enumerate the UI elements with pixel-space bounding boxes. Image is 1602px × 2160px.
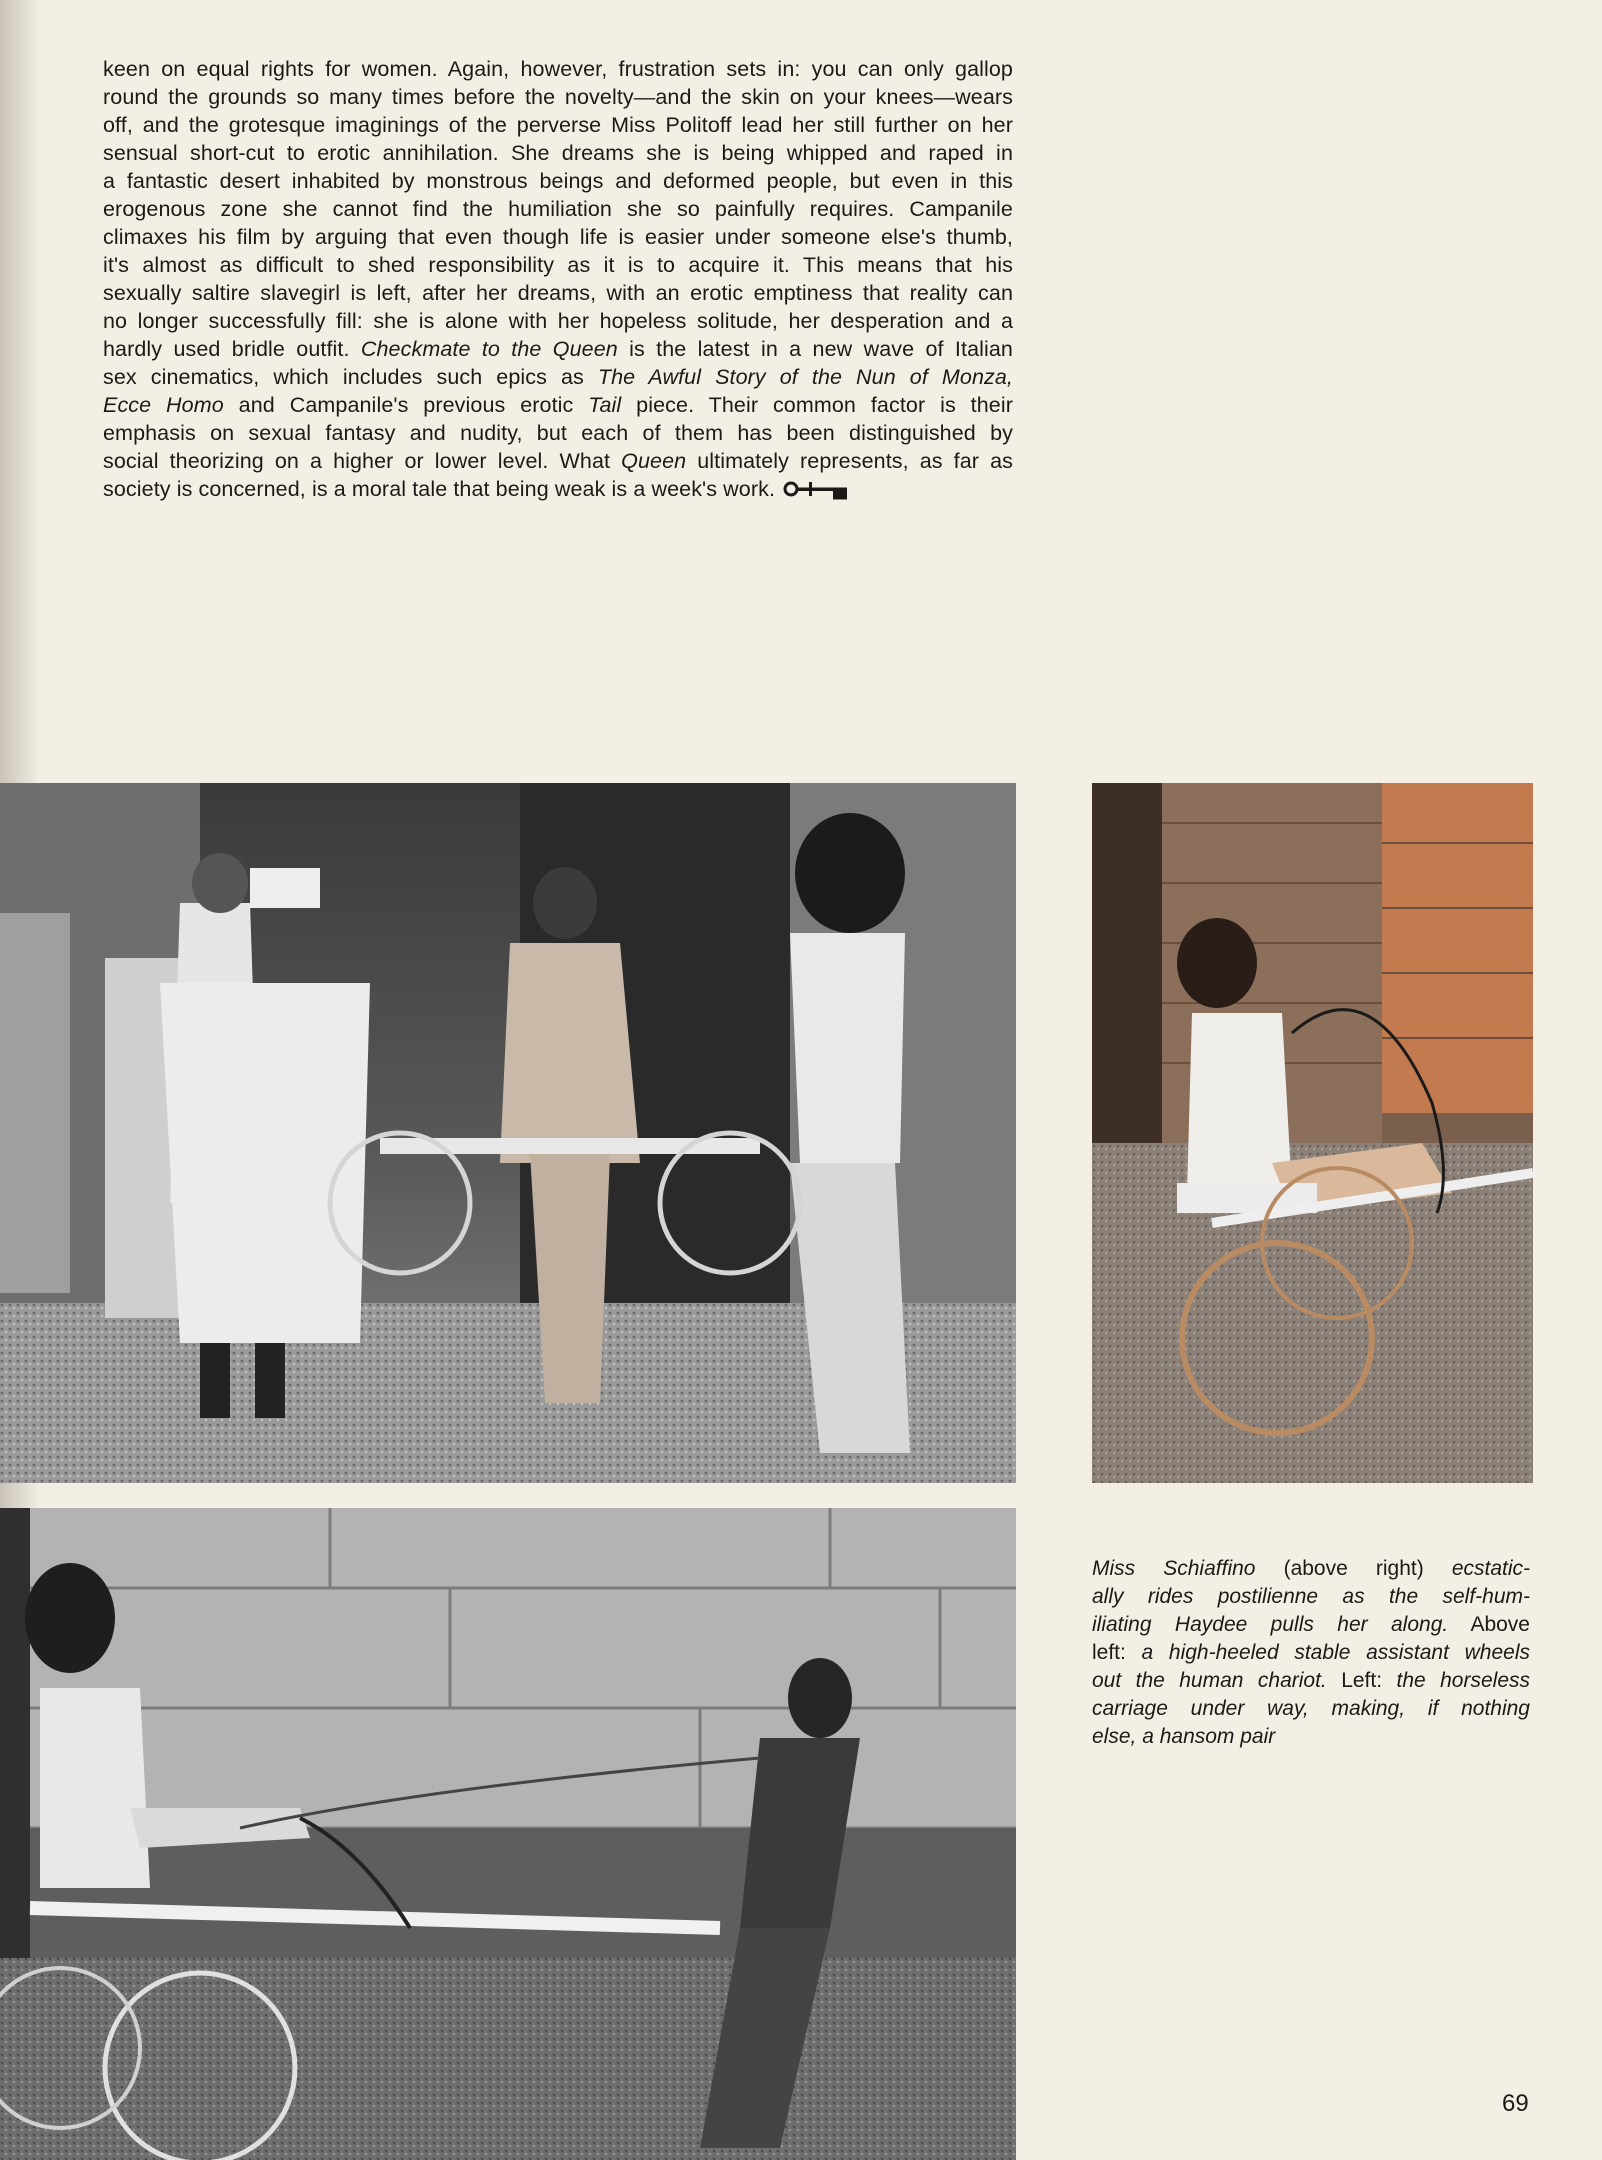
photo-top-right-image bbox=[1092, 783, 1533, 1483]
text-run: society is concerned, is a moral tale that being weak is a week's work. bbox=[103, 477, 776, 501]
photo-caption bbox=[1092, 1555, 1530, 1751]
text-run: round the grounds so many times before the novelty—and the skin on your knees—wears bbox=[103, 85, 1013, 109]
text-run: is the latest in a new wave of Italian bbox=[617, 337, 1013, 361]
text-run: (above right) bbox=[1255, 1557, 1452, 1580]
caption-line bbox=[1092, 1583, 1530, 1611]
text-run: Left: bbox=[1326, 1669, 1397, 1692]
text-run: piece. Their common factor is their bbox=[621, 393, 1013, 417]
text-run: erogenous zone she cannot find the humiliation she so painfully requires. Campanile bbox=[103, 197, 1013, 221]
photo-horseless-carriage bbox=[0, 1508, 1016, 2160]
photo-top-left-image bbox=[0, 783, 1016, 1483]
text-run: keen on equal rights for women. Again, however, frustration sets in: you can only gallop bbox=[103, 57, 1013, 81]
text-run: hardly used bridle outfit. bbox=[103, 337, 361, 361]
text-run: emphasis on sexual fantasy and nudity, but each of them has been distinguished by bbox=[103, 421, 1013, 445]
photo-bottom-left-image bbox=[0, 1508, 1016, 2160]
article-line bbox=[103, 111, 1013, 139]
italic-title-text: Miss Schiaffino bbox=[1092, 1557, 1256, 1580]
italic-title-text: ally rides postilienne as the self-hum- bbox=[1092, 1585, 1530, 1608]
article-line bbox=[103, 223, 1013, 251]
text-run: and Campanile's previous erotic bbox=[223, 393, 589, 417]
text-run: social theorizing on a higher or lower level. What bbox=[103, 449, 622, 473]
italic-title-text: Queen bbox=[621, 449, 687, 473]
photo-stable-assistant-chariot bbox=[0, 783, 1016, 1483]
text-run: a fantastic desert inhabited by monstrous beings and deformed people, but even in this bbox=[103, 169, 1013, 193]
text-run: no longer successfully fill: she is alone with her hopeless solitude, her desperation and a bbox=[103, 309, 1013, 333]
italic-title-text: a high-heeled stable assistant wheels bbox=[1141, 1641, 1531, 1664]
article-line bbox=[103, 335, 1013, 363]
text-run: ultimately represents, as far as bbox=[686, 449, 1013, 473]
italic-title-text: out the human chariot. bbox=[1092, 1669, 1327, 1692]
article-line bbox=[103, 139, 1013, 167]
key-icon bbox=[783, 480, 849, 500]
italic-title-text: else, a hansom pair bbox=[1092, 1725, 1276, 1748]
text-run: sex cinematics, which includes such epics as bbox=[103, 365, 598, 389]
caption-line bbox=[1092, 1555, 1530, 1583]
text-run: it's almost as difficult to shed responsibility as it is to acquire it. This means that his bbox=[103, 253, 1013, 277]
article-line bbox=[103, 419, 1013, 447]
italic-title-text: Tail bbox=[588, 393, 622, 417]
article-body bbox=[103, 55, 1013, 503]
italic-title-text: iliating Haydee pulls her along. bbox=[1092, 1613, 1449, 1636]
italic-title-text: Ecce Homo bbox=[103, 393, 224, 417]
caption-line bbox=[1092, 1695, 1530, 1723]
caption-line bbox=[1092, 1639, 1530, 1667]
photo-schiaffino-riding bbox=[1092, 783, 1533, 1483]
caption-line bbox=[1092, 1723, 1530, 1751]
article-line bbox=[103, 391, 1013, 419]
article-line bbox=[103, 55, 1013, 83]
caption-line bbox=[1092, 1611, 1530, 1639]
italic-title-text: Checkmate to the Queen bbox=[360, 337, 618, 361]
article-line bbox=[103, 279, 1013, 307]
article-line bbox=[103, 475, 1013, 503]
italic-title-text: the horseless bbox=[1396, 1669, 1531, 1692]
article-line bbox=[103, 251, 1013, 279]
italic-title-text: ecstatic- bbox=[1451, 1557, 1531, 1580]
italic-title-text: The Awful Story of the Nun of Monza, bbox=[597, 365, 1013, 389]
text-run: off, and the grotesque imaginings of the perverse Miss Politoff lead her still further on her bbox=[103, 113, 1013, 137]
article-line bbox=[103, 83, 1013, 111]
article-line bbox=[103, 447, 1013, 475]
text-run: sensual short-cut to erotic annihilation. She dreams she is being whipped and raped in bbox=[103, 141, 1013, 165]
caption-line bbox=[1092, 1667, 1530, 1695]
article-line bbox=[103, 363, 1013, 391]
italic-title-text: carriage under way, making, if nothing bbox=[1092, 1697, 1530, 1720]
article-line bbox=[103, 307, 1013, 335]
text-run: climaxes his film by arguing that even though life is easier under someone else's thumb, bbox=[103, 225, 1013, 249]
text-run: left: bbox=[1092, 1641, 1142, 1664]
page-number: 69 bbox=[1502, 2090, 1529, 2117]
article-line bbox=[103, 167, 1013, 195]
article-line bbox=[103, 195, 1013, 223]
text-run: Above bbox=[1448, 1613, 1530, 1636]
text-run: sexually saltire slavegirl is left, after her dreams, with an erotic emptiness that reality can bbox=[103, 281, 1013, 305]
